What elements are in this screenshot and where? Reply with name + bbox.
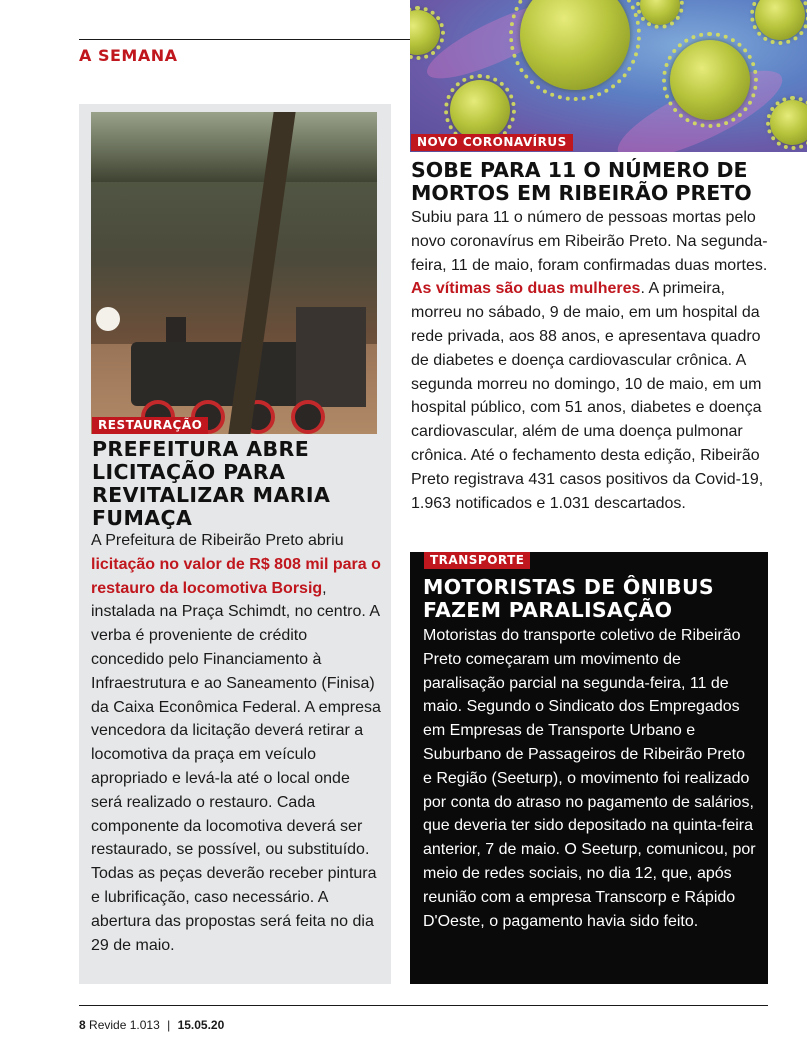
body-text: Subiu para 11 o número de pessoas mortas pelo novo coronavírus em Ribeirão Preto. Na segunda-feira, 11 de maio, foram confirmadas duas mortes. <box>411 209 768 274</box>
magazine-issue: Revide 1.013 <box>89 1018 160 1032</box>
page-footer <box>79 1018 224 1032</box>
highlight-text: licitação no valor de R$ 808 mil para o restauro da locomotiva Borsig <box>91 555 381 597</box>
coronavirus-photo <box>410 0 807 152</box>
headline-restauracao <box>92 438 382 530</box>
tag-novo-coronavirus: NOVO CORONAVÍRUS <box>411 134 573 151</box>
article-body-restauracao <box>91 529 383 957</box>
body-text: , instalada na Praça Schimdt, no centro. A verba é proveniente de crédito concedido pelo Financiamento à Infraestrutura e ao Saneamento (Finisa) da Caixa Econômica Federal. A empresa vencedora da licitação deverá retirar a locomotiva da praça em veículo apropriado e levá-la até o local onde será realizado o restauro. Cada componente da locomotiva deverá ser restaurado, se possível, ou substituído. Todas as peças deverão receber pintura e lubrificação, caso necessário. A abertura das propostas será feita no dia 29 de maio. <box>91 579 381 954</box>
headline-line: LICITAÇÃO PARA <box>92 460 286 484</box>
tag-transporte: TRANSPORTE <box>424 552 530 569</box>
top-rule <box>79 39 410 40</box>
bottom-rule <box>79 1005 768 1006</box>
headline-line: SOBE PARA 11 O NÚMERO DE <box>411 158 748 182</box>
article-body-transporte: Motoristas do transporte coletivo de Ribeirão Preto começaram um movimento de paralisação parcial na segunda-feira, 11 de maio. Segundo o Sindicato dos Empregados em Empresas de Transporte Urbano e Suburbano de Passageiros de Ribeirão Preto e Região (Seeturp), o movimento foi realizado por conta do atraso no pagamento de salários, que deveria ter sido depositado na quinta-feira anterior, 7 de maio. O Seeturp, comunicou, por meio de redes sociais, no dia 12, que, após reunião com a empresa Transcorp e Rápido D'Oeste, o pagamento havia sido feito. <box>423 627 756 930</box>
headline-line: MORTOS EM RIBEIRÃO PRETO <box>411 181 752 205</box>
locomotive-photo <box>91 112 377 434</box>
highlight-text: As vítimas são duas mulheres <box>411 280 641 298</box>
headline-coronavirus <box>411 159 791 205</box>
body-text: . A primeira, morreu no sábado, 9 de maio, em um hospital da rede privada, aos 88 anos, e apresentava quadro de diabetes e doença cardiovascular crônica. A segunda morreu no domingo, 10 de maio, em um hospital público, com 51 anos, diabetes e doença cardiovascular, além de uma doença pulmonar crônica. Até o fechamento desta edição, Ribeirão Preto registrava 431 casos positivos da Covid-19, 1.963 notificados e 1.031 descartados. <box>411 280 764 512</box>
headline-line: REVITALIZAR MARIA <box>92 483 331 507</box>
footer-separator: | <box>167 1018 171 1032</box>
section-label: A SEMANA <box>79 46 178 65</box>
headline-transporte <box>423 576 763 622</box>
page-number: 8 <box>79 1018 86 1032</box>
headline-line: FAZEM PARALISAÇÃO <box>423 598 673 622</box>
tag-restauracao: RESTAURAÇÃO <box>92 417 208 434</box>
headline-line: FUMAÇA <box>92 506 193 530</box>
article-body-coronavirus <box>411 206 776 515</box>
issue-date: 15.05.20 <box>177 1018 225 1032</box>
headline-line: MOTORISTAS DE ÔNIBUS <box>423 575 714 599</box>
headline-line: PREFEITURA ABRE <box>92 437 310 461</box>
body-text: A Prefeitura de Ribeirão Preto abriu <box>91 532 344 549</box>
